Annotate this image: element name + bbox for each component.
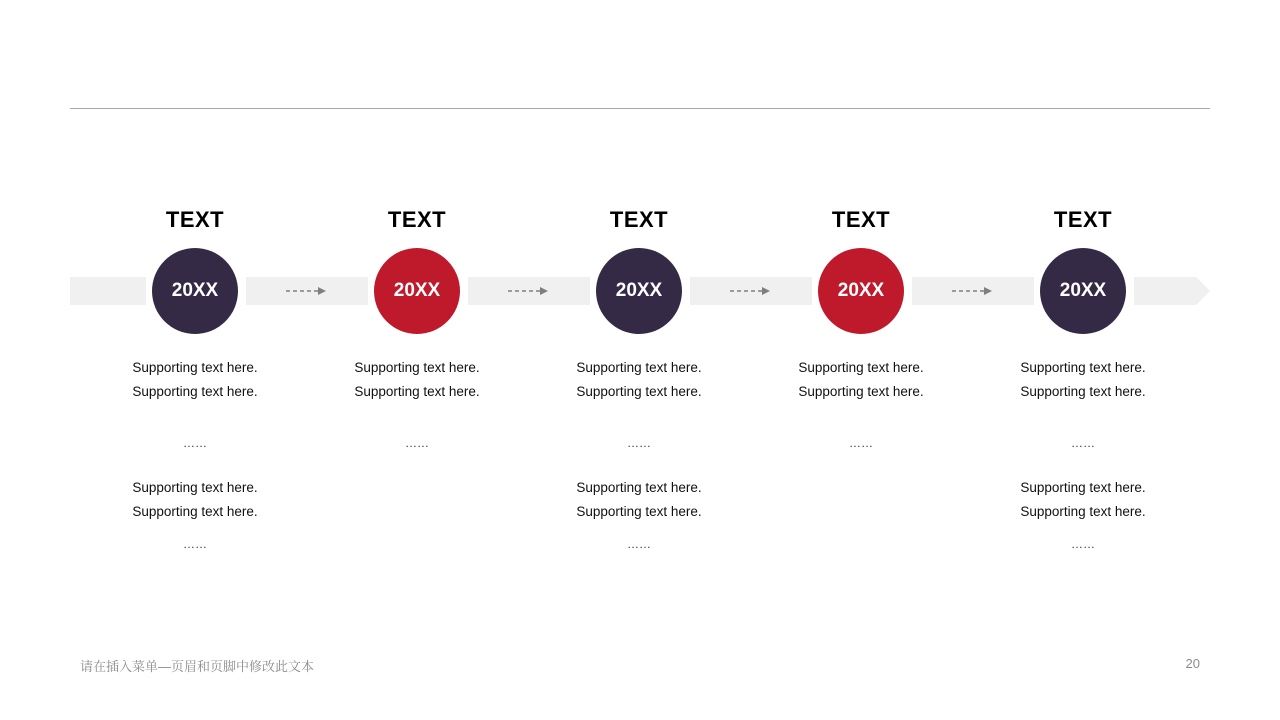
ellipsis: …… [1071, 436, 1095, 450]
ellipsis: …… [183, 537, 207, 551]
top-rule [70, 108, 1210, 109]
ellipsis: …… [183, 436, 207, 450]
step-title: TEXT [165, 207, 225, 232]
step-title: TEXT [609, 207, 669, 232]
supporting-text-line: Supporting text here. [576, 480, 702, 495]
supporting-text-line: Supporting text here. [132, 480, 258, 495]
step-title: TEXT [387, 207, 447, 232]
ellipsis: …… [405, 436, 429, 450]
timeline-step-3 [529, 200, 749, 554]
supporting-text-line: Supporting text here. [354, 384, 480, 399]
step-title: TEXT [831, 207, 891, 232]
supporting-text-block [751, 356, 971, 476]
page-number: 20 [1185, 656, 1200, 671]
supporting-text-line: Supporting text here. [132, 504, 258, 519]
ellipsis: …… [849, 436, 873, 450]
supporting-text-line: Supporting text here. [576, 360, 702, 375]
footer-text: 请在插入菜单—页眉和页脚中修改此文本 [80, 659, 315, 674]
supporting-text-line: Supporting text here. [1020, 384, 1146, 399]
year-circle: 20XX [374, 248, 460, 334]
timeline-step-2 [307, 200, 527, 476]
supporting-text-line: Supporting text here. [1020, 360, 1146, 375]
supporting-text-block [973, 356, 1193, 554]
supporting-text-line: Supporting text here. [798, 360, 924, 375]
year-circle: 20XX [152, 248, 238, 334]
timeline-step-5 [973, 200, 1193, 554]
supporting-text-line: Supporting text here. [576, 384, 702, 399]
timeline-step-4 [751, 200, 971, 476]
supporting-text-line: Supporting text here. [132, 360, 258, 375]
supporting-text-line: Supporting text here. [576, 504, 702, 519]
ellipsis: …… [627, 537, 651, 551]
supporting-text-block [307, 356, 527, 476]
step-title: TEXT [1053, 207, 1113, 232]
year-circle: 20XX [1040, 248, 1126, 334]
supporting-text-block [85, 356, 305, 554]
ellipsis: …… [627, 436, 651, 450]
supporting-text-line: Supporting text here. [798, 384, 924, 399]
supporting-text-line: Supporting text here. [354, 360, 480, 375]
year-circle: 20XX [596, 248, 682, 334]
supporting-text-line: Supporting text here. [1020, 480, 1146, 495]
supporting-text-line: Supporting text here. [132, 384, 258, 399]
supporting-text-line: Supporting text here. [1020, 504, 1146, 519]
supporting-text-block [529, 356, 749, 554]
ellipsis: …… [1071, 537, 1095, 551]
year-circle: 20XX [818, 248, 904, 334]
timeline-step-1 [85, 200, 305, 554]
